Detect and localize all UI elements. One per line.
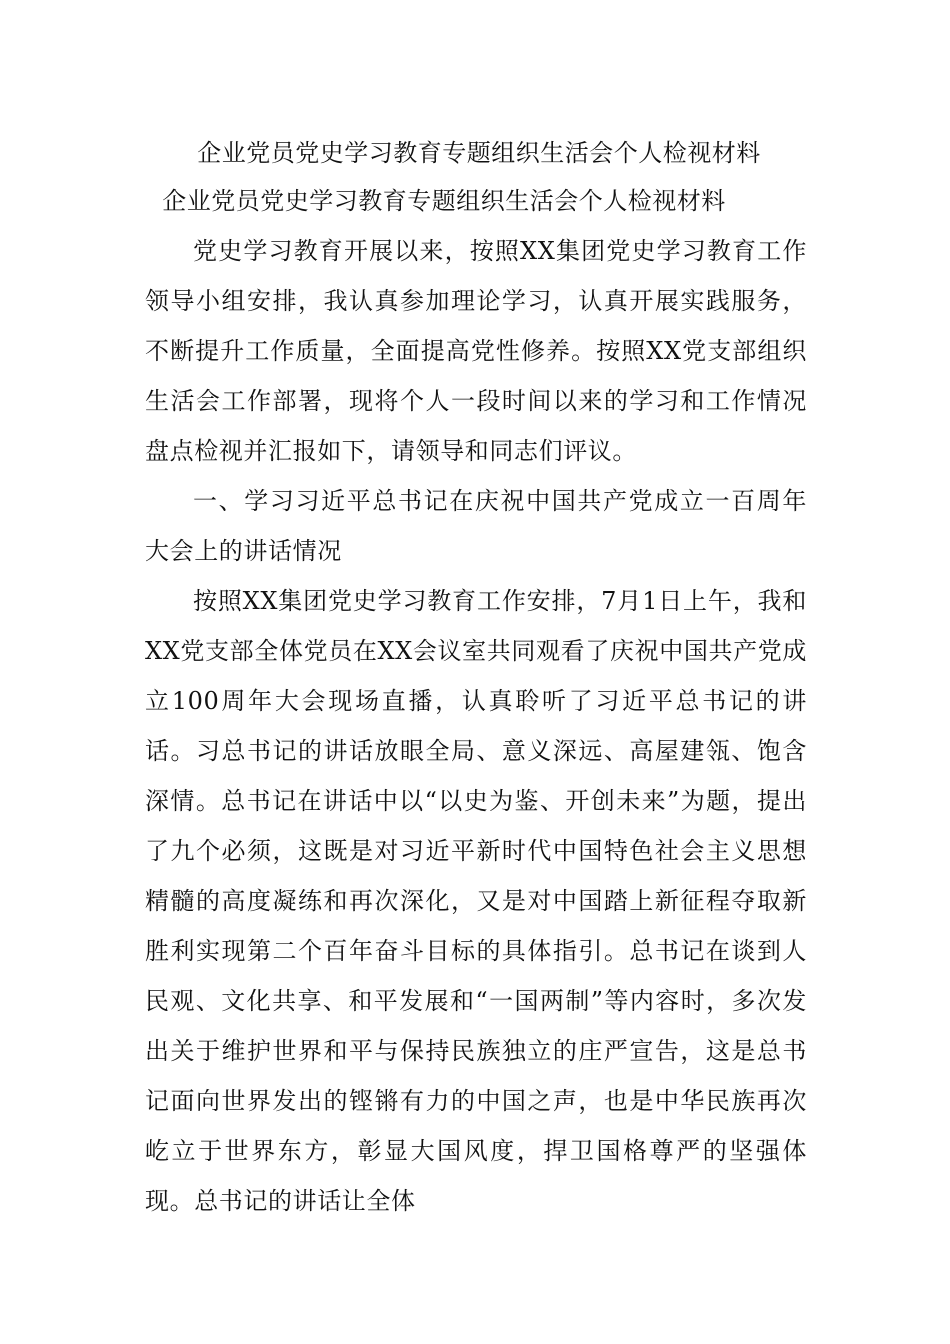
paragraph-intro: 党史学习教育开展以来，按照XX集团党史学习教育工作领导小组安排，我认真参加理论学习，认真开展实践服务，不断提升工作质量，全面提高党性修养。按照XX党支部组织生活会工作部署，现将个人一段时间以来的学习和工作情况盘点检视并汇报如下，请领导和同志们评议。 (145, 237, 807, 465)
document-body (145, 226, 807, 1226)
document-title: 企业党员党史学习教育专题组织生活会个人检视材料 (197, 139, 761, 167)
section-heading-1: 一、学习习近平总书记在庆祝中国共产党成立一百周年大会上的讲话情况 (145, 487, 807, 565)
paragraph-section-1: 按照XX集团党史学习教育工作安排，7月1日上午，我和XX党支部全体党员在XX会议室共同观看了庆祝中国共产党成立100周年大会现场直播，认真聆听了习近平总书记的讲话。习总书记的讲话放眼全局、意义深远、高屋建瓴、饱含深情。总书记在讲话中以“以史为鉴、开创未来”为题，提出了九个必须，这既是对习近平新时代中国特色社会主义思想精髓的高度凝练和再次深化，又是对中国踏上新征程夺取新胜利实现第二个百年奋斗目标的具体指引。总书记在谈到人民观、文化共享、和平发展和“一国两制”等内容时，多次发出关于维护世界和平与保持民族独立的庄严宣告，这是总书记面向世界发出的铿锵有力的中国之声，也是中华民族再次屹立于世界东方，彰显大国风度，捍卫国格尊严的坚强体现。总书记的讲话让全体 (145, 587, 807, 1215)
document-subtitle: 企业党员党史学习教育专题组织生活会个人检视材料 (162, 187, 726, 215)
